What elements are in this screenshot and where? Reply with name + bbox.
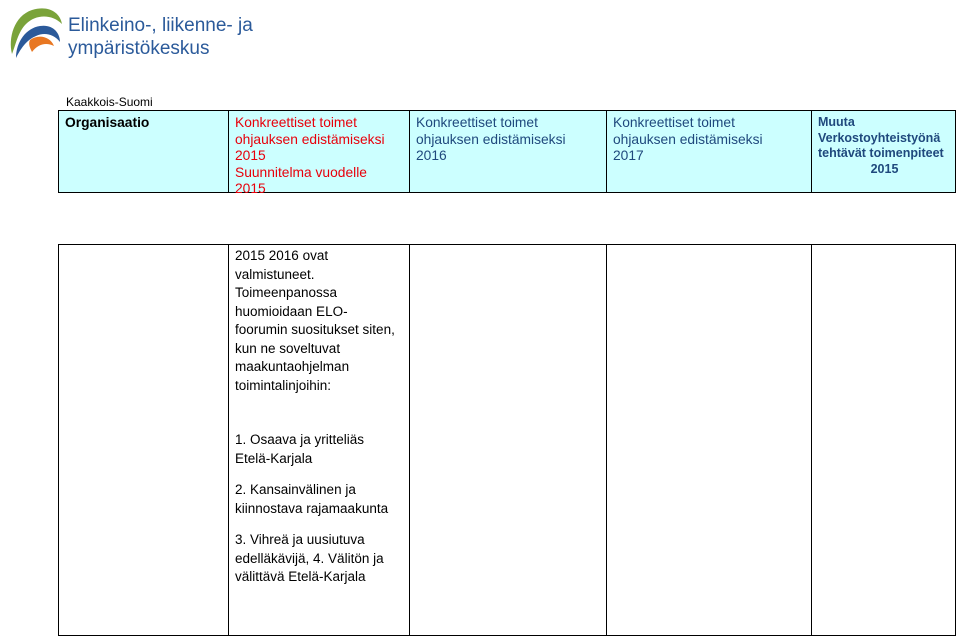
cell-text-line: maakuntaohjelman (235, 359, 350, 374)
table-body-row (58, 244, 956, 636)
cell-text-line: kun ne soveltuvat (235, 340, 341, 356)
cell-muuta (811, 245, 957, 635)
header-line: Konkreettiset toimet (235, 115, 357, 130)
header-organisaatio: Organisaatio (65, 115, 150, 130)
header-line: 2016 (416, 148, 447, 163)
cell-text-line: Etelä-Karjala (235, 450, 313, 466)
header-line: 2017 (613, 148, 644, 163)
header-muuta (811, 111, 957, 192)
cell-text-line: valmistuneet. (235, 266, 315, 282)
header-line: ohjauksen edistämiseksi (235, 131, 385, 147)
header-line: Verkostoyhteistyönä (818, 130, 941, 145)
cell-text-line: 2. Kansainvälinen ja (235, 482, 356, 497)
cell-text-line: 1. Osaava ja yritteliäs (235, 432, 365, 447)
cell-text-line: toimintalinjoihin: (235, 377, 332, 393)
cell-toimet-2017 (606, 245, 811, 635)
cell-text-line: 2015 2016 ovat (235, 248, 329, 263)
ely-logo-icon (4, 2, 64, 60)
cell-text-line: foorumin suositukset siten, (235, 322, 395, 337)
region-label: Kaakkois-Suomi (66, 95, 153, 109)
header-toimet-2016 (409, 111, 606, 192)
header-line: Suunnitelma vuodelle (235, 164, 367, 180)
header-line: tehtävät toimenpiteet (818, 146, 944, 160)
header-line: ohjauksen edistämiseksi (613, 131, 763, 147)
header-line: Konkreettiset toimet (416, 115, 538, 130)
logo-wordmark (68, 14, 253, 60)
cell-organisaatio (59, 245, 228, 635)
table-header-row (58, 110, 956, 196)
header-toimet-2015 (228, 111, 409, 196)
cell-text-line: välittävä Etelä-Karjala (235, 569, 366, 584)
cell-toimet-2015 (228, 245, 409, 635)
header-line: 2015 (235, 181, 266, 196)
header-line: ohjauksen edistämiseksi (416, 131, 566, 147)
cell-text-line: 3. Vihreä ja uusiutuva (235, 532, 365, 547)
logo-line-2: ympäristökeskus (68, 38, 210, 59)
header-line: Muuta (818, 115, 855, 129)
cell-text-line: Toimeenpanossa (235, 285, 338, 300)
header-line: 2015 (870, 161, 899, 176)
cell-text-line: kiinnostava rajamaakunta (235, 500, 389, 516)
cell-text-line: huomioidaan ELO- (235, 303, 348, 319)
header-line: Konkreettiset toimet (613, 115, 735, 130)
logo-line-1: Elinkeino-, liikenne- ja (68, 15, 253, 36)
cell-toimet-2016 (409, 245, 606, 635)
cell-text-line: edelläkävijä, 4. Välitön ja (235, 550, 384, 566)
header-line: 2015 (235, 148, 266, 163)
header-toimet-2017 (606, 111, 811, 192)
